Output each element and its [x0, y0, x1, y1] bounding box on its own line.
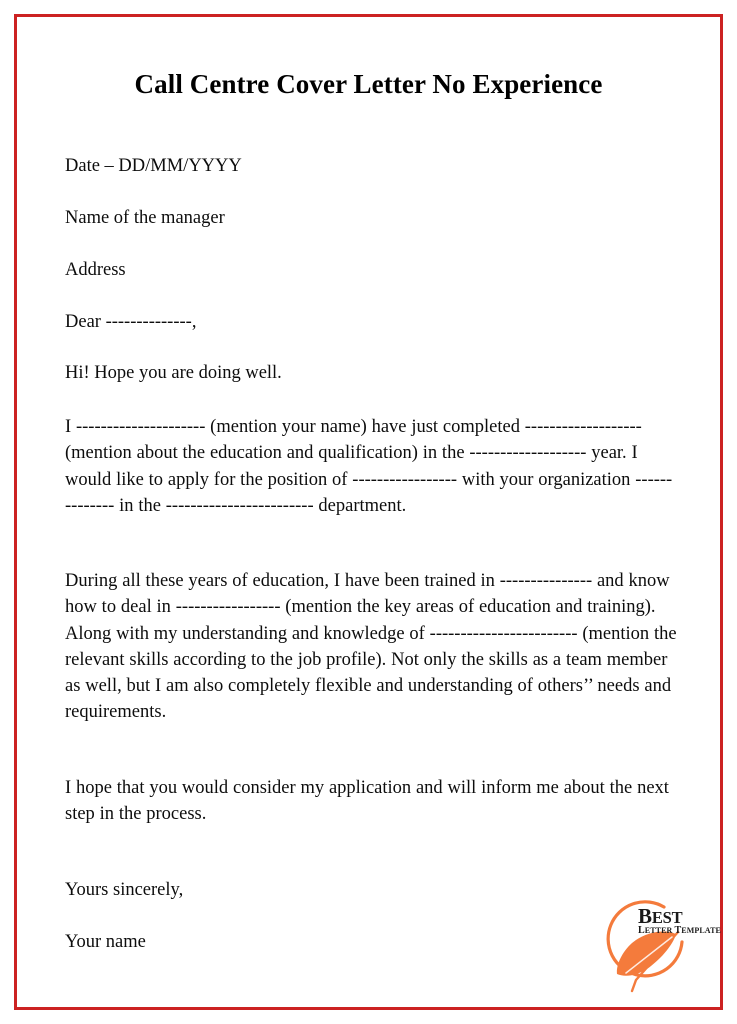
logo-brand-initial: B	[638, 904, 652, 928]
logo-tagline-letter-initial: L	[638, 925, 645, 936]
page-title: Call Centre Cover Letter No Experience	[134, 69, 603, 99]
brand-logo	[596, 898, 721, 998]
logo-brand-rest: EST	[651, 908, 683, 927]
logo-tagline-template-rest: EMPLATE	[681, 926, 721, 935]
logo-tagline-template-initial: T	[674, 925, 682, 936]
logo-tagline	[638, 926, 721, 936]
logo-tagline-letter-rest: ETTER	[644, 926, 675, 935]
body-paragraph-1: I --------------------- (mention your name) have just completed ------------------- (mention about the education and qualification) in the ------------------- year. I would like to apply for the position of ----------------- with your organization -------------- in the ------------------------ department.	[65, 417, 673, 516]
salutation-line: Dear --------------,	[65, 312, 197, 332]
body-paragraph-3: I hope that you would consider my application and will inform me about the next step in the process.	[65, 778, 669, 825]
signature-name-line: Your name	[65, 932, 146, 952]
manager-name-line: Name of the manager	[65, 208, 225, 228]
logo-brand-name	[638, 906, 682, 927]
sign-off-line: Yours sincerely,	[65, 880, 184, 900]
date-line: Date – DD/MM/YYYY	[65, 156, 242, 176]
body-paragraph-2: During all these years of education, I have been trained in --------------- and know how to deal in ----------------- (mention the key areas of education and training). Along with my understanding and knowledge of ------------------------ (mention the relevant skills according to the job profile). Not only the skills as a team member as well, but I am also completely flexible and understanding of others’’ needs and requirements.	[65, 571, 677, 723]
greeting-line: Hi! Hope you are doing well.	[65, 363, 282, 383]
address-line: Address	[65, 260, 126, 280]
